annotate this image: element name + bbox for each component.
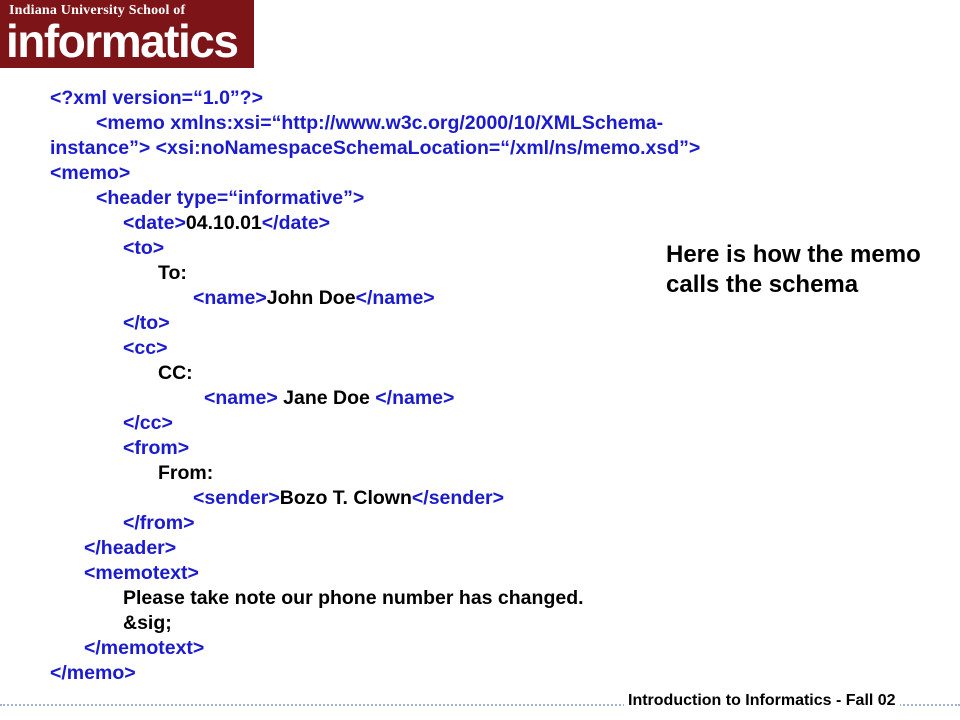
callout-text: Here is how the memo calls the schema (666, 241, 921, 298)
sender-value: Bozo T. Clown (279, 487, 412, 509)
date-open-tag: <date> (123, 212, 186, 234)
cc-name-line (204, 386, 454, 411)
sender-open-tag: <sender> (193, 487, 280, 509)
memotext-close-tag: </memotext> (84, 637, 205, 659)
to-label: To: (158, 262, 187, 284)
from-label: From: (158, 462, 214, 484)
cc-close-tag: </cc> (123, 412, 173, 434)
to-open-tag: <to> (123, 237, 165, 259)
memo-schema-location: instance”> <xsi:noNamespaceSchemaLocation=“/xml/ns/memo.xsd”> (50, 137, 701, 159)
date-close-tag: </date> (261, 212, 331, 234)
xml-declaration: <?xml version=“1.0”?> (50, 87, 263, 109)
name-open-tag: <name> (193, 287, 267, 309)
from-close-tag: </from> (123, 512, 195, 534)
name-close-tag: </name> (355, 287, 435, 309)
name-close-tag: </name> (375, 387, 455, 409)
to-name-value: John Doe (266, 287, 356, 309)
date-value: 04.10.01 (185, 212, 262, 234)
memo-open-tag: <memo> (50, 162, 131, 184)
logo-school-text: Indiana University School of (9, 3, 186, 18)
logo-wordmark: informatics (6, 15, 238, 67)
header-close-tag: </header> (84, 537, 177, 559)
memo-close-tag: </memo> (50, 662, 136, 684)
to-close-tag: </to> (123, 312, 170, 334)
sender-close-tag: </sender> (411, 487, 505, 509)
header-open-tag: <header type=“informative”> (96, 187, 365, 209)
memotext-body: Please take note our phone number has changed. (123, 587, 584, 609)
name-open-tag: <name> (204, 387, 278, 409)
cc-open-tag: <cc> (123, 337, 168, 359)
informatics-logo (0, 0, 254, 68)
sender-line (193, 486, 504, 511)
cc-label: CC: (158, 362, 193, 384)
signature-entity: &sig; (123, 612, 172, 634)
memo-schema-open: <memo xmlns:xsi=“http://www.w3c.org/2000/10/XMLSchema- (96, 112, 664, 134)
from-open-tag: <from> (123, 437, 190, 459)
cc-name-value: Jane Doe (277, 387, 376, 409)
footer-course-title: Introduction to Informatics - Fall 02 (624, 692, 900, 710)
memotext-open-tag: <memotext> (84, 562, 199, 584)
to-name-line (193, 286, 435, 311)
date-line (123, 211, 330, 236)
